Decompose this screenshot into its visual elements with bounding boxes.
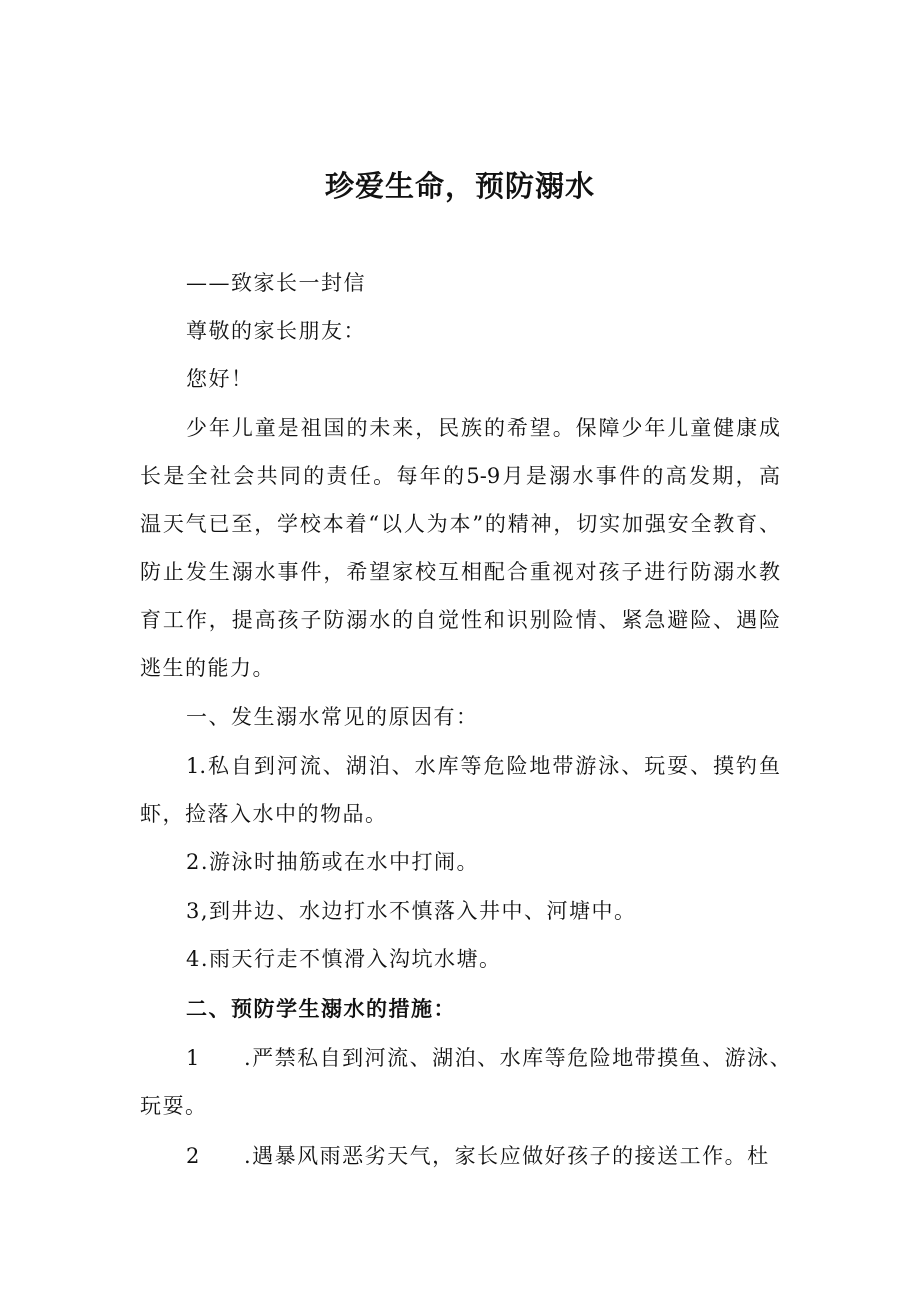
letter-subtitle: ——致家长一封信 [186,271,366,295]
intro-line-3: 温天气已至，学校本着“以人为本”的精神，切实加强安全教育、 [140,512,780,536]
section1-item3: 3,到井边、水边打水不慎落入井中、河塘中。 [186,899,637,923]
section1-heading: 一、发生溺水常见的原因有： [186,705,479,729]
section2-item1-number: 1 [186,1046,201,1070]
intro-line-2: 长是全社会共同的责任。每年的5-9月是溺水事件的高发期，高 [140,464,780,488]
section2-heading: 二、预防学生溺水的措施： [186,997,456,1021]
intro-line-1: 少年儿童是祖国的未来，民族的希望。保障少年儿童健康成 [186,416,780,440]
section2-item1-text: .严禁私自到河流、湖泊、水库等危险地带摸鱼、游泳、 [244,1046,793,1070]
section2-item2-text: .遇暴风雨恶劣天气，家长应做好孩子的接送工作。杜 [244,1144,770,1168]
greeting: 您好！ [186,367,254,391]
section1-item4: 4.雨天行走不慎滑入沟坑水塘。 [186,947,502,971]
section2-item1-line1 [186,1043,792,1073]
section2-item2-line1 [186,1141,770,1171]
intro-line-5: 育工作，提高孩子防溺水的自觉性和识别险情、紧急避险、遇险 [140,608,780,632]
section2-item2-number: 2 [186,1144,201,1168]
intro-line-6: 逃生的能力。 [140,656,275,680]
section1-item1-line1: 1.私自到河流、湖泊、水库等危险地带游泳、玩耍、摸钓鱼 [186,754,780,778]
section2-item1-line2: 玩耍。 [140,1094,208,1118]
section1-item1-line2: 虾，捡落入水中的物品。 [140,802,388,826]
section1-item2: 2.游泳时抽筋或在水中打闹。 [186,850,480,874]
page-title: 珍爱生命，预防溺水 [324,169,595,203]
salutation: 尊敬的家长朋友： [186,319,366,343]
intro-line-4: 防止发生溺水事件，希望家校互相配合重视对孩子进行防溺水教 [140,560,780,584]
